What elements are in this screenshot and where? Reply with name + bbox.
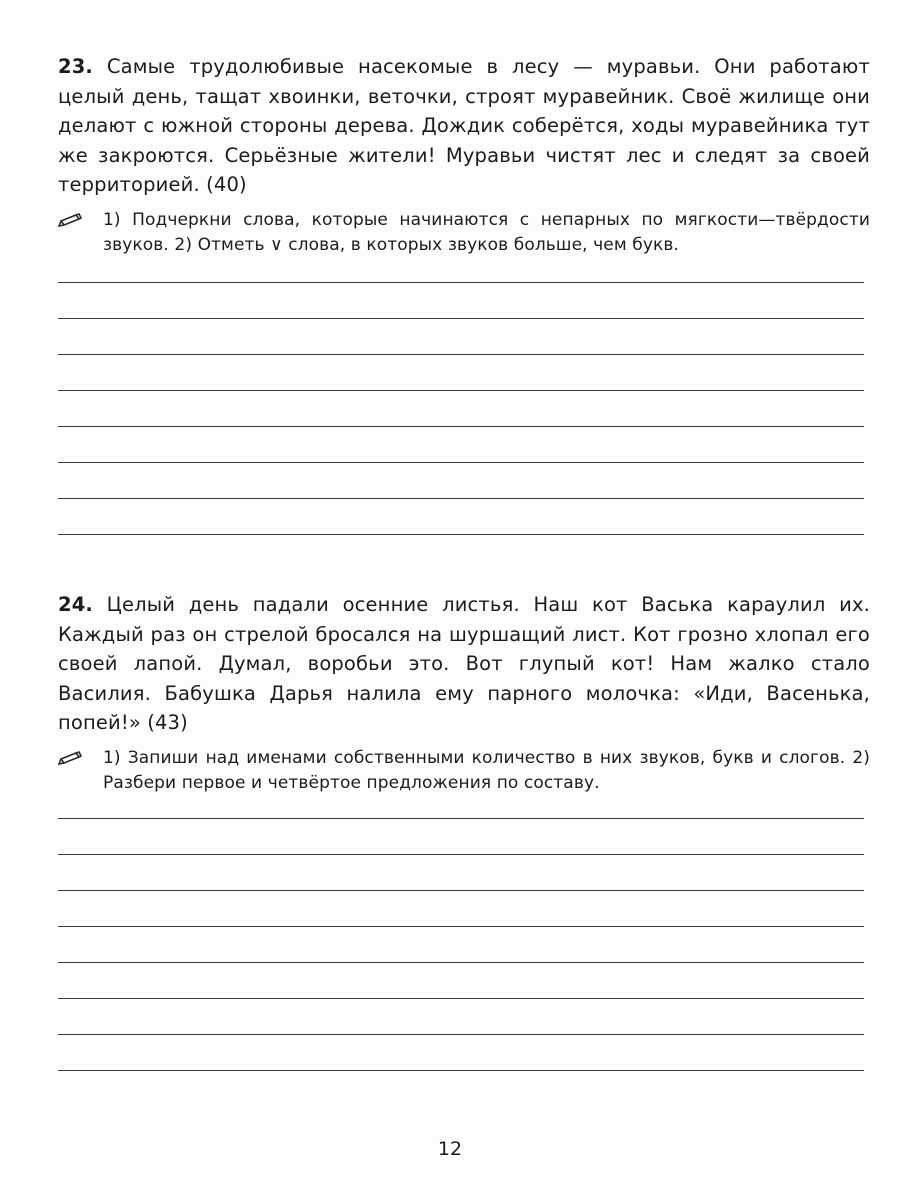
writing-line[interactable] — [58, 498, 864, 499]
exercise-number: 24. — [58, 593, 93, 616]
writing-line[interactable] — [58, 354, 864, 355]
writing-line[interactable] — [58, 534, 864, 535]
writing-line[interactable] — [58, 998, 864, 999]
writing-line[interactable] — [58, 890, 864, 891]
pencil-icon — [58, 749, 84, 765]
page-number: 12 — [437, 1138, 463, 1160]
exercise-number: 23. — [58, 55, 93, 78]
writing-line[interactable] — [58, 962, 864, 963]
pencil-icon — [58, 211, 84, 227]
task-text: 1) Запиши над именами собственными количество в них звуков, букв и слогов. 2) Разбери первое и четвёртое предложения по составу. — [103, 747, 870, 793]
exercise-24 — [58, 590, 870, 796]
writing-line[interactable] — [58, 282, 864, 283]
writing-line[interactable] — [58, 1034, 864, 1035]
writing-line[interactable] — [58, 818, 864, 819]
writing-line[interactable] — [58, 318, 864, 319]
writing-line[interactable] — [58, 926, 864, 927]
exercise-body: Самые трудолюбивые насекомые в лесу — муравьи. Они работают целый день, тащат хвоинки, веточки, строят муравейник. Своё жилище они делают с южной стороны дерева. Дождик соберётся, ходы муравейника тут же закроются. Серьёзные жители! Муравьи чистят лес и следят за своей территорией. (40) — [58, 55, 870, 196]
exercise-task — [58, 746, 870, 796]
writing-lines[interactable] — [58, 818, 864, 1106]
exercise-text — [58, 52, 870, 200]
exercise-body: Целый день падали осенние листья. Наш кот Васька караулил их. Каждый раз он стрелой бросался на шуршащий лист. Кот грозно хлопал его своей лапой. Думал, воробьи это. Вот глупый кот! Нам жалко стало Василия. Бабушка Дарья налила ему парного молочка: «Иди, Васенька, попей!» (43) — [58, 593, 870, 734]
exercise-text — [58, 590, 870, 738]
writing-lines[interactable] — [58, 282, 864, 570]
writing-line[interactable] — [58, 1070, 864, 1071]
writing-line[interactable] — [58, 462, 864, 463]
writing-line[interactable] — [58, 390, 864, 391]
writing-line[interactable] — [58, 426, 864, 427]
task-text: 1) Подчеркни слова, которые начинаются с непарных по мягкости—твёрдости звуков. 2) Отметь ∨ слова, в которых звуков больше, чем букв. — [103, 209, 870, 255]
exercise-task — [58, 208, 870, 258]
writing-line[interactable] — [58, 854, 864, 855]
exercise-23 — [58, 52, 870, 258]
